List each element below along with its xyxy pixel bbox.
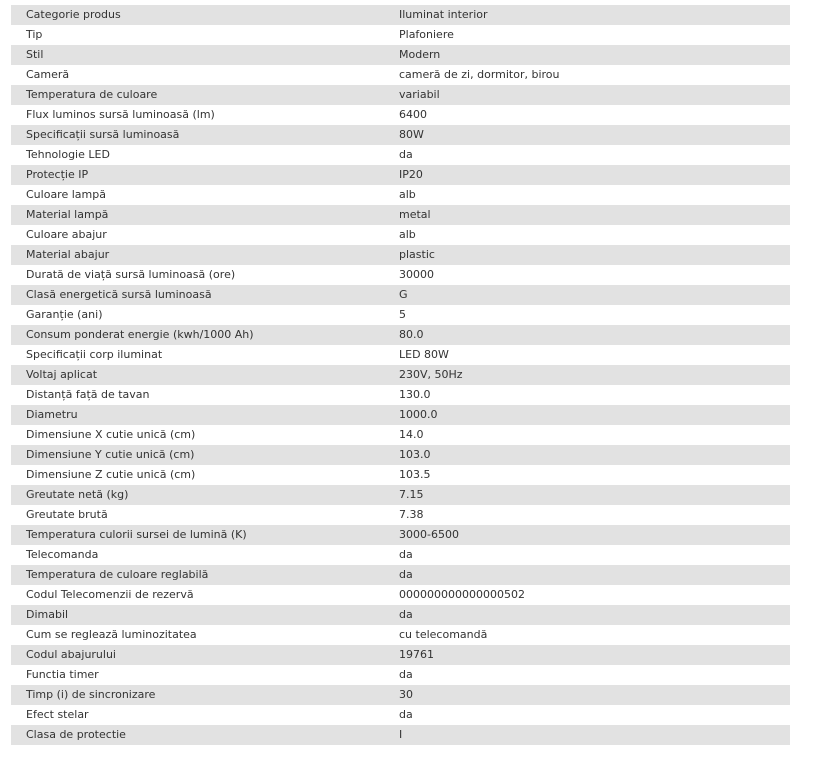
spec-row	[11, 45, 790, 65]
spec-value: da	[399, 608, 413, 621]
spec-row	[11, 445, 790, 465]
spec-value: metal	[399, 208, 431, 221]
spec-label: Greutate netă (kg)	[26, 488, 129, 501]
spec-value: 80W	[399, 128, 424, 141]
spec-value: 7.38	[399, 508, 424, 521]
spec-value: Modern	[399, 48, 441, 61]
spec-row	[11, 505, 790, 525]
spec-label: Codul Telecomenzii de rezervă	[26, 588, 194, 601]
spec-value: 19761	[399, 648, 434, 661]
spec-label: Diametru	[26, 408, 78, 421]
spec-row	[11, 465, 790, 485]
spec-row	[11, 145, 790, 165]
spec-value: 230V, 50Hz	[399, 368, 463, 381]
spec-row	[11, 405, 790, 425]
spec-row	[11, 205, 790, 225]
spec-row	[11, 225, 790, 245]
spec-row	[11, 245, 790, 265]
spec-value: da	[399, 148, 413, 161]
spec-label: Dimabil	[26, 608, 69, 621]
spec-row	[11, 545, 790, 565]
spec-row	[11, 325, 790, 345]
spec-row	[11, 105, 790, 125]
spec-label: Flux luminos sursă luminoasă (lm)	[26, 108, 215, 121]
spec-value: 5	[399, 308, 406, 321]
spec-value: variabil	[399, 88, 440, 101]
spec-value: 1000.0	[399, 408, 438, 421]
spec-row	[11, 305, 790, 325]
spec-label: Voltaj aplicat	[26, 368, 98, 381]
spec-value: 6400	[399, 108, 427, 121]
spec-row	[11, 525, 790, 545]
spec-label: Temperatura de culoare reglabilă	[26, 568, 209, 581]
spec-row	[11, 585, 790, 605]
spec-label: Cum se reglează luminozitatea	[26, 628, 197, 641]
spec-value: LED 80W	[399, 348, 449, 361]
spec-label: Codul abajurului	[26, 648, 116, 661]
spec-value: da	[399, 548, 413, 561]
spec-value: cu telecomandă	[399, 628, 488, 641]
spec-row	[11, 565, 790, 585]
product-specs-table	[11, 5, 790, 745]
spec-row	[11, 725, 790, 745]
spec-value: Plafoniere	[399, 28, 454, 41]
spec-value: 103.5	[399, 468, 431, 481]
spec-value: 103.0	[399, 448, 431, 461]
spec-row	[11, 65, 790, 85]
spec-row	[11, 5, 790, 25]
spec-label: Functia timer	[26, 668, 99, 681]
spec-row	[11, 485, 790, 505]
product-specs-body	[11, 5, 790, 745]
spec-label: Cameră	[26, 68, 70, 81]
spec-row	[11, 185, 790, 205]
spec-value: da	[399, 668, 413, 681]
spec-label: Material lampă	[26, 208, 109, 221]
spec-label: Durată de viață sursă luminoasă (ore)	[26, 268, 236, 281]
spec-value: 7.15	[399, 488, 424, 501]
spec-label: Clasa de protectie	[26, 728, 126, 741]
spec-value: plastic	[399, 248, 435, 261]
spec-value: 3000-6500	[399, 528, 459, 541]
spec-label: Efect stelar	[26, 708, 89, 721]
spec-row	[11, 25, 790, 45]
spec-value: 14.0	[399, 428, 424, 441]
spec-row	[11, 365, 790, 385]
spec-label: Tip	[26, 28, 43, 41]
spec-value: da	[399, 708, 413, 721]
spec-row	[11, 645, 790, 665]
spec-row	[11, 425, 790, 445]
spec-label: Temperatura culorii sursei de lumină (K)	[26, 528, 247, 541]
spec-label: Consum ponderat energie (kwh/1000 Ah)	[26, 328, 254, 341]
spec-label: Garanție (ani)	[26, 308, 103, 321]
spec-row	[11, 345, 790, 365]
spec-label: Temperatura de culoare	[26, 88, 158, 101]
spec-label: Dimensiune Z cutie unică (cm)	[26, 468, 196, 481]
spec-value: 80.0	[399, 328, 424, 341]
spec-label: Timp (i) de sincronizare	[26, 688, 156, 701]
spec-value: 000000000000000502	[399, 588, 525, 601]
spec-label: Dimensiune Y cutie unică (cm)	[26, 448, 195, 461]
spec-row	[11, 685, 790, 705]
spec-label: Categorie produs	[26, 8, 121, 21]
spec-row	[11, 665, 790, 685]
spec-value: G	[399, 288, 408, 301]
spec-label: Stil	[26, 48, 44, 61]
spec-label: Greutate brută	[26, 508, 108, 521]
spec-label: Material abajur	[26, 248, 110, 261]
spec-row	[11, 165, 790, 185]
spec-value: 30	[399, 688, 413, 701]
spec-value: 30000	[399, 268, 434, 281]
spec-row	[11, 85, 790, 105]
spec-value: cameră de zi, dormitor, birou	[399, 68, 560, 81]
spec-value: Iluminat interior	[399, 8, 488, 21]
spec-row	[11, 605, 790, 625]
spec-row	[11, 625, 790, 645]
spec-value: IP20	[399, 168, 423, 181]
spec-label: Clasă energetică sursă luminoasă	[26, 288, 212, 301]
spec-row	[11, 125, 790, 145]
spec-label: Telecomanda	[26, 548, 99, 561]
spec-value: alb	[399, 188, 416, 201]
spec-label: Distanță față de tavan	[26, 388, 150, 401]
spec-label: Culoare lampă	[26, 188, 106, 201]
spec-value: 130.0	[399, 388, 431, 401]
spec-label: Protecție IP	[26, 168, 89, 181]
spec-label: Specificații corp iluminat	[26, 348, 163, 361]
spec-row	[11, 385, 790, 405]
spec-row	[11, 265, 790, 285]
spec-label: Specificații sursă luminoasă	[26, 128, 180, 141]
spec-value: da	[399, 568, 413, 581]
spec-value: I	[399, 728, 403, 741]
spec-label: Dimensiune X cutie unică (cm)	[26, 428, 196, 441]
spec-row	[11, 285, 790, 305]
spec-row	[11, 705, 790, 725]
spec-label: Tehnologie LED	[26, 148, 110, 161]
spec-label: Culoare abajur	[26, 228, 107, 241]
spec-value: alb	[399, 228, 416, 241]
